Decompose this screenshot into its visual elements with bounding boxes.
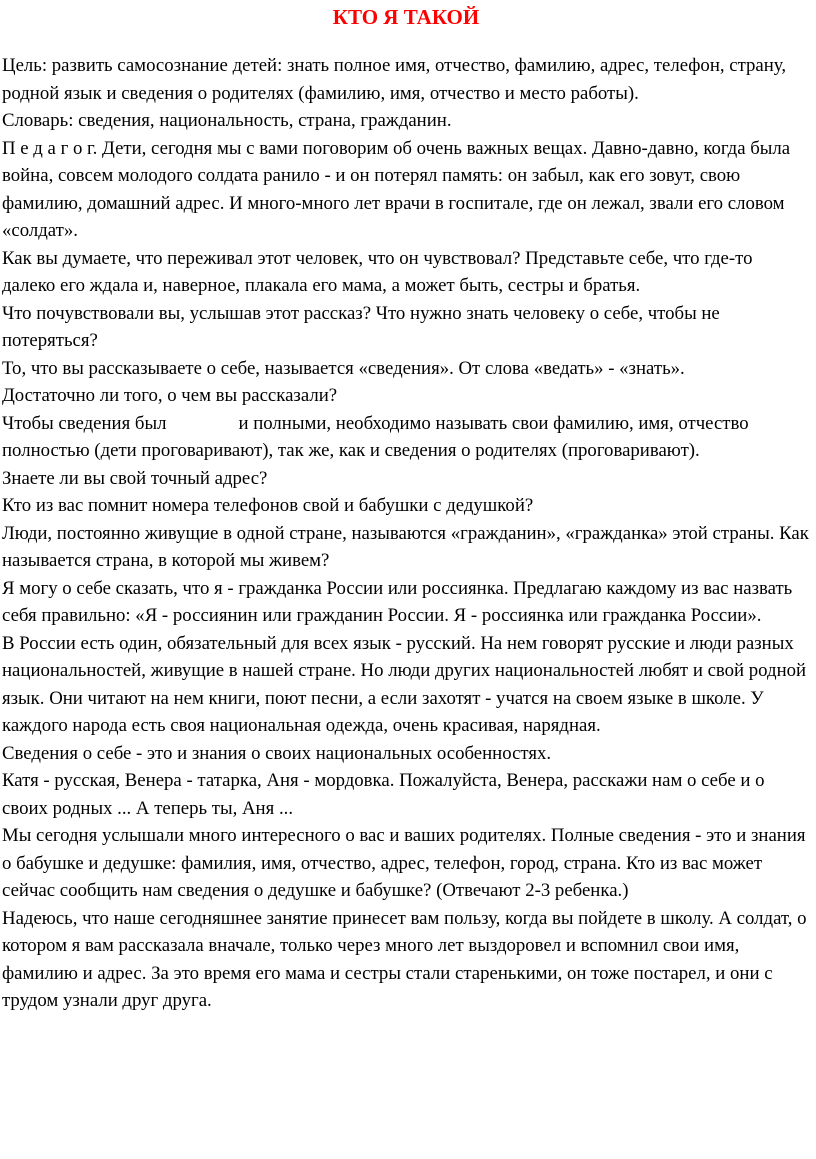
- paragraph-children-nationalities: Катя - русская, Венера - татарка, Аня - мордовка. Пожалуйста, Венера, расскажи нам о себе и о своих родных ... А теперь ты, Аня ...: [2, 770, 765, 819]
- paragraph-question-address: Знаете ли вы свой точный адрес?: [2, 467, 268, 489]
- document-body: [2, 52, 810, 1015]
- paragraph-vocabulary: Словарь: сведения, национальность, страна, гражданин.: [2, 110, 452, 131]
- paragraph-definition-svedeniya: То, что вы рассказываете о себе, называется «сведения». От слова «ведать» - «знать».: [2, 357, 685, 379]
- paragraph-russian-citizen: Я могу о себе сказать, что я - гражданка России или россиянка. Предлагаю каждому из вас назвать себя правильно: «Я - россиянин или гражданин России. Я - россиянка или гражданка России».: [2, 577, 793, 626]
- paragraph-national-features: Сведения о себе - это и знания о своих национальных особенностях.: [2, 742, 552, 764]
- paragraph-conclusion: Надеюсь, что наше сегодняшнее занятие принесет вам пользу, когда вы пойдете в школу. А солдат, о котором я вам рассказала вначале, только через много лет выздоровел и вспомнил свои имя, фамилию и адрес. За это время его мама и сестры стали старенькими, он тоже постарел, и они с трудом узнали друг друга.: [2, 907, 807, 1011]
- paragraph-question-phones: Кто из вас помнит номера телефонов свой и бабушки с дедушкой?: [2, 495, 534, 516]
- paragraph-grandparents: Мы сегодня услышали много интересного о вас и ваших родителях. Полные сведения - это и знания о бабушке и дедушке: фамилия, имя, отчество, адрес, телефон, город, страна. Кто из вас может сейчас сообщить нам сведения о дедушке и бабушке? (Отвечают 2-3 ребенка.): [2, 825, 806, 901]
- paragraph-language: В России есть один, обязательный для всех язык - русский. На нем говорят русские и люди разных национальностей, живущие в нашей стране. Но люди других национальностей любят и свой родной язык. Они читают на нем книги, поют песни, а если захотят - учатся на своем языке в школе. У каждого народа есть своя национальная одежда, очень красивая, нарядная.: [2, 632, 807, 736]
- paragraph-goal: Цель: развить самосознание детей: знать полное имя, отчество, фамилию, адрес, телефон, страну, родной язык и сведения о родителях (фамилию, имя, отчество и место работы).: [2, 55, 787, 104]
- paragraph-full-names-end: и полными, необходимо называть свои фамилию, имя, отчество полностью (дети проговаривают), так же, как и сведения о родителях (проговаривают).: [2, 412, 749, 461]
- paragraph-citizen: Люди, постоянно живущие в одной стране, называются «гражданин», «гражданка» этой страны. Как называется страна, в которой мы живем?: [2, 522, 809, 571]
- paragraph-question-lost: Что почувствовали вы, услышав этот рассказ? Что нужно знать человеку о себе, чтобы не потеряться?: [2, 302, 720, 351]
- paragraph-teacher-story: П е д а г о г. Дети, сегодня мы с вами поговорим об очень важных вещах. Давно-давно, когда была война, совсем молодого солдата ранило - и он потерял память: он забыл, как его зовут, свою фамилию, домашний адрес. И много-много лет врачи в госпитале, где он лежал, звали его словом «солдат».: [2, 137, 791, 241]
- paragraph-question-feelings: Как вы думаете, что переживал этот человек, что он чувствовал? Представьте себе, что где-то далеко его ждала и, наверное, плакала его мама, а может быть, сестры и братья.: [2, 247, 753, 296]
- paragraph-full-names: [2, 410, 810, 465]
- paragraph-full-names-start: Чтобы сведения был: [2, 412, 167, 434]
- paragraph-question-enough: Достаточно ли того, о чем вы рассказали?: [2, 385, 338, 406]
- document-title: КТО Я ТАКОЙ: [332, 5, 480, 29]
